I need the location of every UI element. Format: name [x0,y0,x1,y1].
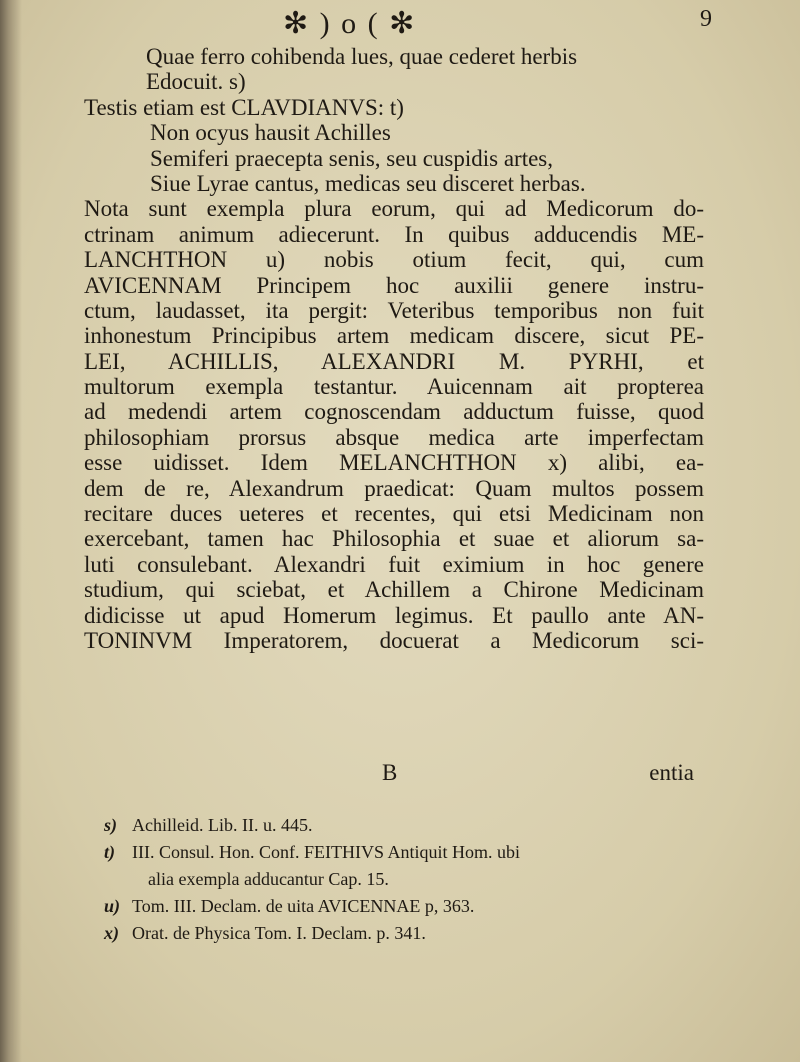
text-line: LEI, ACHILLIS, ALEXANDRI M. PYRHI, et [84,348,704,374]
text-line: exercebant, tamen hac Philosophia et suae et aliorum sa- [84,526,704,552]
text-line: ctum, laudasset, ita pergit: Veteribus temporibus non fuit [84,297,704,323]
text-line: luti consulebant. Alexandri fuit eximium in hoc genere [84,551,704,577]
footnote [104,920,714,947]
footnote [104,812,714,839]
header-ornament: ✻ ) o ( ✻ [283,7,417,40]
text-line: philosophiam prorsus absque medica arte imperfectam [84,424,704,450]
text-line: LANCHTHON u) nobis otium fecit, qui, cum [84,247,704,273]
text-line: didicisse ut apud Homerum legimus. Et paullo ante AN- [84,602,704,628]
text-line: Semiferi praecepta senis, seu cuspidis artes, [150,145,554,171]
text-line: dem de re, Alexandrum praedicat: Quam multos possem [84,475,704,501]
text-line: studium, qui sciebat, et Achillem a Chirone Medicinam [84,577,704,603]
footnote-mark: x) [104,923,119,943]
footnote-mark: t) [104,842,115,862]
footnote-text: Tom. III. Declam. de uita AVICENNAE p, 363. [132,896,475,916]
footnote-continuation [104,866,714,893]
footnote-text: Orat. de Physica Tom. I. Declam. p. 341. [132,923,426,943]
text-line: recitare duces ueteres et recentes, qui etsi Medicinam non [84,501,704,527]
footnote [104,893,714,920]
text-line: Siue Lyrae cantus, medicas seu disceret herbas. [150,170,586,196]
footnote-text: alia exempla adducantur Cap. 15. [148,869,389,889]
signature-row [84,760,704,788]
main-text [84,44,704,653]
text-line: Nota sunt exempla plura eorum, qui ad Medicorum do- [84,196,704,222]
footnote-text: III. Consul. Hon. Conf. FEITHIVS Antiquit Hom. ubi [132,842,521,862]
text-line: multorum exempla testantur. Auicennam ait propterea [84,374,704,400]
text-line: Non ocyus hausit Achilles [150,120,391,146]
text-line: inhonestum Principibus artem medicam discere, sicut PE- [84,323,704,349]
text-line: esse uidisset. Idem MELANCHTHON x) alibi, ea- [84,450,704,476]
footnote-mark: s) [104,815,117,835]
text-line: AVICENNAM Principem hoc auxilii genere instru- [84,272,704,298]
text-line: ctrinam animum adiecerunt. In quibus adducendis ME- [84,221,704,247]
signature-mark: B [382,760,398,785]
footnote-mark: u) [104,896,121,916]
text-line: Edocuit. s) [146,69,246,95]
footnote [104,839,714,866]
page-number: 9 [700,6,714,32]
text-line: ad medendi artem cognoscendam adductum fuisse, quod [84,399,704,425]
text-line: Quae ferro cohibenda lues, quae cederet herbis [146,44,578,69]
footnotes [104,812,714,947]
catchword: entia [649,760,694,785]
text-line: Testis etiam est CLAVDIANVS: t) [84,94,404,120]
footnote-text: Achilleid. Lib. II. u. 445. [132,815,313,835]
page-header [0,6,800,40]
text-line: TONINVM Imperatorem, docuerat a Medicorum sci- [84,627,704,653]
binding-shadow [0,0,22,1062]
